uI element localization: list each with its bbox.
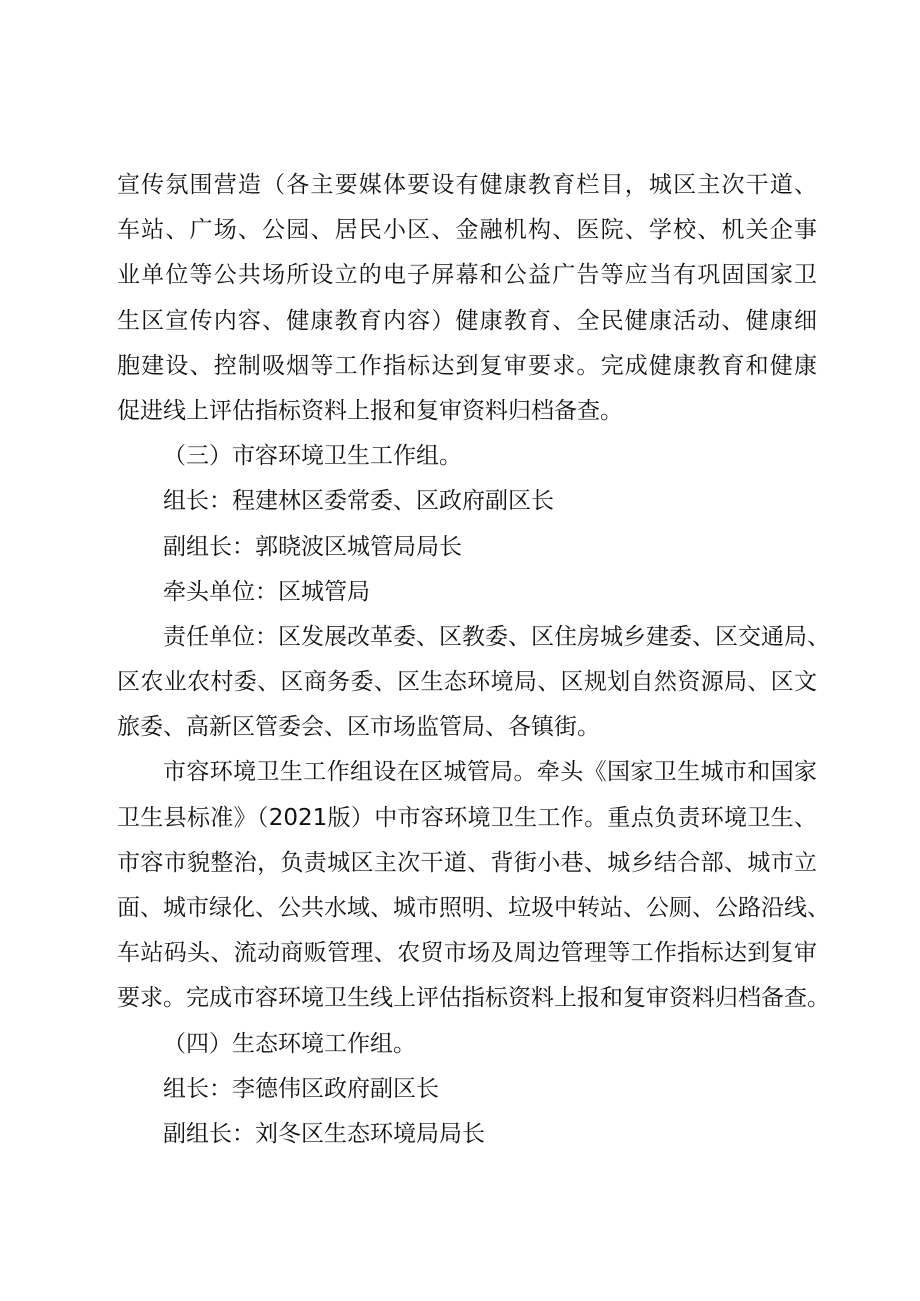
group-leader: 组长：李德伟区政府副区长 [163,1075,439,1102]
text-line: 车站码头、流动商贩管理、农贸市场及周边管理等工作指标达到复审 [117,940,817,967]
group-deputy-leader: 副组长：郭晓波区城管局局长 [163,533,462,560]
text-line: 区农业农村委、区商务委、区生态环境局、区规划自然资源局、区文 [117,669,817,696]
lead-unit: 牵头单位：区城管局 [163,578,370,605]
text-line: 促进线上评估指标资料上报和复审资料归档备查。 [117,397,623,424]
text-line: 要求。完成市容环境卫生线上评估指标资料上报和复审资料归档备查。 [117,985,830,1012]
text-line: 卫生县标准》（2021版）中市容环境卫生工作。重点负责环境卫生、 [117,804,817,831]
text-line: 面、城市绿化、公共水域、城市照明、垃圾中转站、公厕、公路沿线、 [117,895,830,921]
section-heading: （三）市容环境卫生工作组。 [163,443,462,470]
responsible-units [117,615,830,751]
text-line: 旅委、高新区管委会、区市场监管局、各镇街。 [117,714,600,741]
paragraph-description [117,750,830,1021]
group-leader: 组长：程建林区委常委、区政府副区长 [163,488,554,515]
group-deputy-leader: 副组长：刘冬区生态环境局局长 [163,1120,485,1147]
text-line: 市容市貌整治，负责城区主次干道、背街小巷、城乡结合部、城市立 [117,849,817,876]
text-line: 生区宣传内容、健康教育内容）健康教育、全民健康活动、健康细 [117,307,817,334]
paragraph-publicity [117,163,817,434]
text-line: 业单位等公共场所设立的电子屏幕和公益广告等应当有巩固国家卫 [117,262,817,289]
section-heading: （四）生态环境工作组。 [163,1030,416,1057]
text-line: 市容环境卫生工作组设在区城管局。牵头《国家卫生城市和国家 [163,759,817,786]
text-line: 责任单位：区发展改革委、区教委、区住房城乡建委、区交通局、 [163,623,830,650]
text-line: 胞建设、控制吸烟等工作指标达到复审要求。完成健康教育和健康 [117,352,817,379]
text-line: 宣传氛围营造（各主要媒体要设有健康教育栏目，城区主次干道、 [117,172,817,198]
document-body [117,163,830,1157]
text-line: 车站、广场、公园、居民小区、金融机构、医院、学校、机关企事 [117,217,817,244]
